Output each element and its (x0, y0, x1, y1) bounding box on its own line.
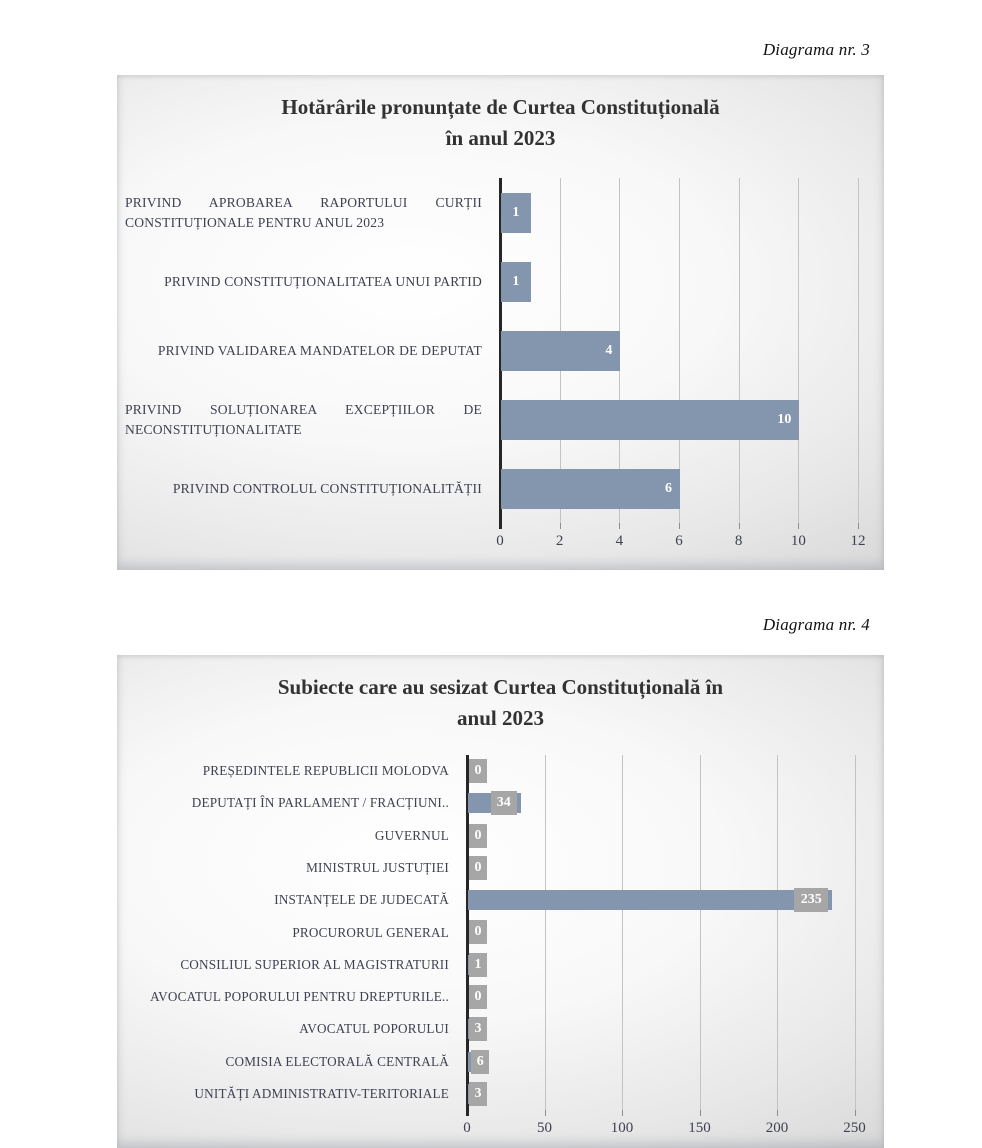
axis-tickmark (855, 1110, 856, 1116)
axis-tickmark (858, 523, 859, 529)
x-axis-tick-label: 2 (555, 533, 564, 549)
chart-title (181, 672, 821, 734)
value-label-box: 0 (469, 920, 487, 944)
category-row (117, 1078, 884, 1110)
category-row (117, 884, 884, 916)
value-label: 1 (512, 204, 520, 220)
category-row (117, 981, 884, 1013)
category-row (117, 1013, 884, 1045)
chart-title-line1: Hotărârile pronunțate de Curtea Constituțională (281, 95, 720, 119)
category-label (125, 884, 449, 916)
category-row (117, 178, 884, 247)
category-label-text: AVOCATUL POPORULUI PENTRU DREPTURILE.. (150, 989, 449, 1005)
category-row (117, 385, 884, 454)
axis-tickmark (622, 1110, 623, 1116)
x-axis-tick-label: 10 (790, 533, 806, 549)
category-label (125, 852, 449, 884)
category-row (117, 755, 884, 787)
category-row (117, 787, 884, 819)
value-label: 4 (605, 342, 613, 358)
value-label-box: 235 (794, 888, 828, 912)
x-axis-tick-label: 6 (675, 533, 683, 549)
category-label-text: AVOCATUL POPORULUI (299, 1021, 449, 1037)
category-row (117, 247, 884, 316)
value-label-box: 0 (469, 824, 487, 848)
category-label-text: DEPUTAȚI ÎN PARLAMENT / FRACȚIUNI.. (191, 795, 449, 811)
plot-area-hotarari (117, 178, 884, 549)
bar (468, 890, 832, 910)
bar (501, 262, 531, 302)
value-label-box: 6 (471, 1050, 489, 1074)
axis-tickmark (739, 523, 740, 529)
category-label (125, 755, 449, 787)
chart-panel-subiecte (117, 655, 884, 1148)
category-label (125, 1078, 449, 1110)
axis-tickmark (560, 523, 561, 529)
category-row (117, 316, 884, 385)
x-axis-tick-label: 250 (843, 1120, 866, 1136)
figure-caption-diagrama-4: Diagrama nr. 4 (762, 615, 870, 634)
value-label-box: 3 (469, 1017, 487, 1041)
value-label: 6 (665, 480, 672, 496)
category-label-text: CONSILIUL SUPERIOR AL MAGISTRATURII (180, 956, 449, 972)
category-label-text: PRIVIND CONSTITUȚIONALITATEA UNUI PARTID (164, 273, 482, 289)
category-label-text: PROCURORUL GENERAL (292, 924, 449, 940)
category-row (117, 454, 884, 523)
x-axis-tick-label: 150 (688, 1120, 711, 1136)
axis-tickmark (619, 523, 620, 529)
bar (501, 331, 620, 371)
chart-title-line1: Subiecte care au sesizat Curtea Constituțională în (277, 675, 724, 699)
axis-tickmark (545, 1110, 546, 1116)
x-axis-tick-label: 0 (463, 1120, 471, 1136)
category-label (125, 1045, 449, 1077)
category-row (117, 1045, 884, 1077)
chart-title (181, 92, 821, 154)
category-label-text: GUVERNUL (374, 827, 449, 843)
category-label-text: PRIVIND SOLUȚIONAREA EXCEPȚIILOR DE NECONSTITUȚIONALITATE (125, 401, 482, 437)
bar (501, 400, 799, 440)
category-label-text: INSTANȚELE DE JUDECATĂ (274, 892, 449, 908)
category-label (125, 316, 482, 385)
category-label (125, 178, 482, 247)
x-axis-tick-label: 0 (496, 533, 504, 549)
x-axis-tick-label: 4 (615, 533, 624, 549)
bar (501, 193, 531, 233)
axis-tickmark (700, 1110, 701, 1116)
category-label (125, 949, 449, 981)
category-label-text: PRIVIND CONTROLUL CONSTITUȚIONALITĂȚII (172, 480, 482, 496)
value-label-box: 0 (469, 856, 487, 880)
x-axis-tick-label: 50 (537, 1120, 552, 1136)
category-label-text: PRIVIND APROBAREA RAPORTULUI CURȚII CONSTITUȚIONALE PENTRU ANUL 2023 (125, 194, 482, 230)
value-label-box: 3 (469, 1082, 487, 1106)
figure-caption-diagrama-3: Diagrama nr. 3 (762, 40, 870, 59)
category-label-text: MINISTRUL JUSTUȚIEI (306, 860, 449, 876)
x-axis-tick-label: 200 (765, 1120, 789, 1136)
chart-title-line2: în anul 2023 (445, 126, 556, 150)
category-label (125, 385, 482, 454)
chart-title-line2: anul 2023 (457, 706, 544, 730)
category-row (117, 949, 884, 981)
category-label (125, 820, 449, 852)
x-axis-tick-label: 8 (734, 533, 743, 549)
category-row (117, 916, 884, 948)
axis-tickmark (679, 523, 680, 529)
category-label-text: COMISIA ELECTORALĂ CENTRALĂ (225, 1053, 449, 1069)
bar (501, 469, 680, 509)
value-label-box: 34 (491, 791, 517, 815)
category-label-text: PRIVIND VALIDAREA MANDATELOR DE DEPUTAT (157, 342, 482, 358)
axis-tickmark (798, 523, 799, 529)
value-label-box: 0 (469, 759, 487, 783)
chart-panel-hotarari (117, 75, 884, 570)
category-label (125, 247, 482, 316)
category-label (125, 454, 482, 523)
category-row (117, 820, 884, 852)
category-row (117, 852, 884, 884)
x-axis-tick-label: 100 (610, 1120, 634, 1136)
value-label-box: 1 (469, 953, 487, 977)
category-label-text: UNITĂȚI ADMINISTRATIV-TERITORIALE (194, 1085, 449, 1101)
value-label-box: 0 (469, 985, 487, 1009)
plot-area-subiecte (117, 755, 884, 1136)
x-axis-tick-label: 12 (850, 533, 866, 549)
category-label (125, 1013, 449, 1045)
axis-tickmark (777, 1110, 778, 1116)
category-label (125, 981, 449, 1013)
value-label: 1 (512, 273, 520, 289)
category-label (125, 787, 449, 819)
value-label: 10 (777, 411, 792, 427)
category-label (125, 916, 449, 948)
category-label-text: PREȘEDINTELE REPUBLICII MOLODVA (202, 763, 449, 779)
